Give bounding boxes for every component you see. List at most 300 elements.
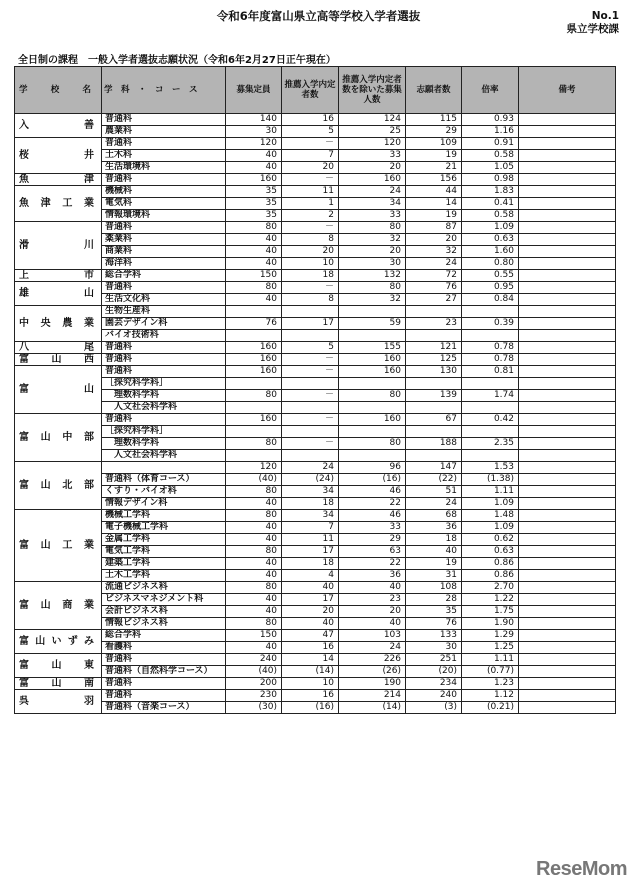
- ratio-cell: 1.29: [462, 630, 519, 642]
- table-row: [15, 522, 616, 534]
- school-name-cell: 富山東: [15, 654, 102, 678]
- notes-cell: [519, 174, 616, 186]
- course-cell: 情報環境科: [102, 210, 226, 222]
- remaining-cell: [339, 402, 406, 414]
- applicants-cell: 40: [406, 546, 462, 558]
- applicants-cell: 23: [406, 318, 462, 330]
- quota-cell: 120: [226, 138, 282, 150]
- applicants-cell: 28: [406, 594, 462, 606]
- table-row: [15, 150, 616, 162]
- table-row: [15, 198, 616, 210]
- recommended-cell: 10: [282, 258, 339, 270]
- course-cell: 情報ビジネス科: [102, 618, 226, 630]
- remaining-cell: 214: [339, 690, 406, 702]
- recommended-cell: 24: [282, 462, 339, 474]
- quota-cell: 120: [226, 462, 282, 474]
- remaining-cell: 160: [339, 354, 406, 366]
- quota-cell: [226, 306, 282, 318]
- notes-cell: [519, 390, 616, 402]
- col-header-quota: 募集定員: [226, 67, 282, 114]
- remaining-cell: 23: [339, 594, 406, 606]
- table-row: [15, 354, 616, 366]
- applicants-cell: 240: [406, 690, 462, 702]
- ratio-cell: 1.16: [462, 126, 519, 138]
- quota-cell: 140: [226, 114, 282, 126]
- ratio-cell: 1.60: [462, 246, 519, 258]
- quota-cell: 40: [226, 234, 282, 246]
- recommended-cell: －: [282, 390, 339, 402]
- notes-cell: [519, 150, 616, 162]
- remaining-cell: 34: [339, 198, 406, 210]
- col-header-applicants: 志願者数: [406, 67, 462, 114]
- notes-cell: [519, 378, 616, 390]
- table-row: [15, 306, 616, 318]
- course-cell: ［探究科学科］: [102, 378, 226, 390]
- course-cell: 総合学科: [102, 630, 226, 642]
- notes-cell: [519, 462, 616, 474]
- ratio-cell: 0.62: [462, 534, 519, 546]
- course-cell: 理数科学科: [102, 390, 226, 402]
- recommended-cell: －: [282, 366, 339, 378]
- notes-cell: [519, 126, 616, 138]
- remaining-cell: 155: [339, 342, 406, 354]
- ratio-cell: 1.75: [462, 606, 519, 618]
- quota-cell: (30): [226, 702, 282, 714]
- quota-cell: (40): [226, 474, 282, 486]
- remaining-cell: 160: [339, 174, 406, 186]
- applicants-cell: 20: [406, 234, 462, 246]
- table-row: [15, 606, 616, 618]
- quota-cell: 160: [226, 414, 282, 426]
- applicants-cell: 21: [406, 162, 462, 174]
- table-row: [15, 318, 616, 330]
- ratio-cell: 1.90: [462, 618, 519, 630]
- course-cell: 普通科: [102, 366, 226, 378]
- table-subtitle: 全日制の課程 一般入学者選抜志願状況（令和6年2月27日正午現在）: [18, 55, 336, 66]
- ratio-cell: 0.63: [462, 234, 519, 246]
- course-cell: 普通科: [102, 678, 226, 690]
- course-cell: 建築工学科: [102, 558, 226, 570]
- remaining-cell: (16): [339, 474, 406, 486]
- table-row: [15, 642, 616, 654]
- remaining-cell: 46: [339, 486, 406, 498]
- remaining-cell: 20: [339, 606, 406, 618]
- ratio-cell: (0.21): [462, 702, 519, 714]
- applicants-cell: 19: [406, 150, 462, 162]
- quota-cell: 40: [226, 570, 282, 582]
- department-name: 県立学校課: [566, 23, 619, 35]
- course-cell: 商業科: [102, 246, 226, 258]
- notes-cell: [519, 486, 616, 498]
- recommended-cell: －: [282, 222, 339, 234]
- course-cell: 普通科: [102, 654, 226, 666]
- applicants-cell: 87: [406, 222, 462, 234]
- course-cell: 機械科: [102, 186, 226, 198]
- remaining-cell: (26): [339, 666, 406, 678]
- ratio-cell: 0.41: [462, 198, 519, 210]
- ratio-cell: 1.11: [462, 654, 519, 666]
- ratio-cell: 1.11: [462, 486, 519, 498]
- remaining-cell: 226: [339, 654, 406, 666]
- remaining-cell: 32: [339, 234, 406, 246]
- applicants-cell: 109: [406, 138, 462, 150]
- recommended-cell: 11: [282, 186, 339, 198]
- recommended-cell: 1: [282, 198, 339, 210]
- col-header-course: 学 科 ・ コ ー ス: [102, 67, 226, 114]
- recommended-cell: 47: [282, 630, 339, 642]
- ratio-cell: 0.81: [462, 366, 519, 378]
- recommended-cell: 11: [282, 534, 339, 546]
- applicants-cell: 130: [406, 366, 462, 378]
- table-row: [15, 234, 616, 246]
- ratio-cell: 1.09: [462, 522, 519, 534]
- recommended-cell: 5: [282, 126, 339, 138]
- quota-cell: [226, 378, 282, 390]
- course-cell: ［探究科学科］: [102, 426, 226, 438]
- notes-cell: [519, 582, 616, 594]
- remaining-cell: 24: [339, 186, 406, 198]
- table-row: [15, 342, 616, 354]
- school-name-cell: 桜井: [15, 138, 102, 174]
- table-row: [15, 474, 616, 486]
- course-cell: 土木科: [102, 150, 226, 162]
- recommended-cell: 20: [282, 162, 339, 174]
- course-cell: 総合学科: [102, 270, 226, 282]
- applicants-cell: 18: [406, 534, 462, 546]
- school-name-cell: 魚津: [15, 174, 102, 186]
- quota-cell: [226, 330, 282, 342]
- ratio-cell: [462, 306, 519, 318]
- table-row: [15, 378, 616, 390]
- ratio-cell: [462, 378, 519, 390]
- course-cell: くすり・バイオ科: [102, 486, 226, 498]
- quota-cell: 40: [226, 522, 282, 534]
- applicants-cell: 72: [406, 270, 462, 282]
- notes-cell: [519, 510, 616, 522]
- remaining-cell: 120: [339, 138, 406, 150]
- table-row: [15, 126, 616, 138]
- remaining-cell: (14): [339, 702, 406, 714]
- notes-cell: [519, 594, 616, 606]
- recommended-cell: 34: [282, 486, 339, 498]
- ratio-cell: 0.58: [462, 210, 519, 222]
- quota-cell: 80: [226, 222, 282, 234]
- ratio-cell: 0.98: [462, 174, 519, 186]
- applicants-cell: 32: [406, 246, 462, 258]
- quota-cell: 160: [226, 354, 282, 366]
- applicants-cell: 27: [406, 294, 462, 306]
- notes-cell: [519, 354, 616, 366]
- remaining-cell: 20: [339, 246, 406, 258]
- quota-cell: 76: [226, 318, 282, 330]
- course-cell: 人文社会科学科: [102, 402, 226, 414]
- applicants-cell: (22): [406, 474, 462, 486]
- course-cell: 薬業科: [102, 234, 226, 246]
- notes-cell: [519, 330, 616, 342]
- ratio-cell: [462, 450, 519, 462]
- notes-cell: [519, 114, 616, 126]
- applicants-cell: 76: [406, 282, 462, 294]
- remaining-cell: 20: [339, 162, 406, 174]
- applicants-cell: [406, 426, 462, 438]
- school-name-cell: 富山西: [15, 354, 102, 366]
- quota-cell: 35: [226, 198, 282, 210]
- table-row: [15, 558, 616, 570]
- recommended-cell: 8: [282, 294, 339, 306]
- ratio-cell: 1.48: [462, 510, 519, 522]
- applicants-cell: [406, 330, 462, 342]
- course-cell: 土木工学科: [102, 570, 226, 582]
- recommended-cell: 20: [282, 246, 339, 258]
- quota-cell: 80: [226, 282, 282, 294]
- remaining-cell: [339, 378, 406, 390]
- ratio-cell: 1.09: [462, 222, 519, 234]
- recommended-cell: 18: [282, 270, 339, 282]
- notes-cell: [519, 426, 616, 438]
- quota-cell: 30: [226, 126, 282, 138]
- quota-cell: 40: [226, 642, 282, 654]
- quota-cell: [226, 402, 282, 414]
- notes-cell: [519, 450, 616, 462]
- notes-cell: [519, 438, 616, 450]
- recommended-cell: 4: [282, 570, 339, 582]
- notes-cell: [519, 258, 616, 270]
- recommended-cell: 5: [282, 342, 339, 354]
- applicants-cell: 108: [406, 582, 462, 594]
- notes-cell: [519, 246, 616, 258]
- course-cell: 機械工学科: [102, 510, 226, 522]
- applicants-cell: 44: [406, 186, 462, 198]
- applicants-cell: 31: [406, 570, 462, 582]
- remaining-cell: 124: [339, 114, 406, 126]
- course-cell: 普通科: [102, 414, 226, 426]
- remaining-cell: [339, 450, 406, 462]
- notes-cell: [519, 318, 616, 330]
- col-header-remaining: 推薦入学内定者数を除いた募集人数: [339, 67, 406, 114]
- document-title: 令和6年度富山県立高等学校入学者選抜: [216, 9, 421, 23]
- school-name-cell: 富山工業: [15, 510, 102, 582]
- quota-cell: 160: [226, 366, 282, 378]
- remaining-cell: 160: [339, 414, 406, 426]
- table-row: [15, 486, 616, 498]
- table-row: [15, 138, 616, 150]
- recommended-cell: 34: [282, 510, 339, 522]
- ratio-cell: 0.63: [462, 546, 519, 558]
- quota-cell: 35: [226, 186, 282, 198]
- applicants-cell: 156: [406, 174, 462, 186]
- recommended-cell: －: [282, 138, 339, 150]
- notes-cell: [519, 162, 616, 174]
- course-cell: 普通科: [102, 174, 226, 186]
- notes-cell: [519, 270, 616, 282]
- recommended-cell: [282, 402, 339, 414]
- recommended-cell: 18: [282, 498, 339, 510]
- ratio-cell: 1.05: [462, 162, 519, 174]
- table-row: [15, 582, 616, 594]
- table-row: [15, 366, 616, 378]
- table-row: [15, 258, 616, 270]
- ratio-cell: 2.35: [462, 438, 519, 450]
- resemom-logo: ReseMom: [536, 858, 627, 880]
- remaining-cell: 33: [339, 210, 406, 222]
- quota-cell: 40: [226, 246, 282, 258]
- course-cell: 情報デザイン科: [102, 498, 226, 510]
- applicants-cell: 24: [406, 258, 462, 270]
- quota-cell: 200: [226, 678, 282, 690]
- recommended-cell: －: [282, 282, 339, 294]
- table-row: [15, 534, 616, 546]
- quota-cell: 230: [226, 690, 282, 702]
- quota-cell: 160: [226, 342, 282, 354]
- recommended-cell: 17: [282, 546, 339, 558]
- quota-cell: 80: [226, 486, 282, 498]
- recommended-cell: －: [282, 354, 339, 366]
- course-cell: 看護科: [102, 642, 226, 654]
- remaining-cell: [339, 330, 406, 342]
- table-row: [15, 462, 616, 474]
- quota-cell: 40: [226, 150, 282, 162]
- remaining-cell: 103: [339, 630, 406, 642]
- ratio-cell: [462, 402, 519, 414]
- table-header-row: [15, 67, 616, 114]
- table-row: [15, 222, 616, 234]
- applicants-cell: 133: [406, 630, 462, 642]
- notes-cell: [519, 294, 616, 306]
- course-cell: 普通科: [102, 354, 226, 366]
- table-row: [15, 546, 616, 558]
- course-cell: 電気工学科: [102, 546, 226, 558]
- applicants-cell: 51: [406, 486, 462, 498]
- school-name-cell: 八尾: [15, 342, 102, 354]
- remaining-cell: [339, 426, 406, 438]
- table-row: [15, 270, 616, 282]
- applicants-cell: 67: [406, 414, 462, 426]
- notes-cell: [519, 546, 616, 558]
- course-cell: 普通科（体育コース）: [102, 474, 226, 486]
- remaining-cell: 96: [339, 462, 406, 474]
- notes-cell: [519, 666, 616, 678]
- remaining-cell: 33: [339, 150, 406, 162]
- applicants-cell: 35: [406, 606, 462, 618]
- notes-cell: [519, 222, 616, 234]
- school-name-cell: 富山南: [15, 678, 102, 690]
- applicants-cell: (20): [406, 666, 462, 678]
- table-row: [15, 498, 616, 510]
- notes-cell: [519, 642, 616, 654]
- remaining-cell: 40: [339, 582, 406, 594]
- recommended-cell: 17: [282, 594, 339, 606]
- quota-cell: 80: [226, 618, 282, 630]
- recommended-cell: 7: [282, 150, 339, 162]
- recommended-cell: (14): [282, 666, 339, 678]
- remaining-cell: [339, 306, 406, 318]
- recommended-cell: [282, 450, 339, 462]
- school-name-cell: 中央農業: [15, 306, 102, 342]
- table-row: [15, 570, 616, 582]
- course-cell: バイオ技術科: [102, 330, 226, 342]
- course-cell: 人文社会科学科: [102, 450, 226, 462]
- course-cell: 普通科: [102, 690, 226, 702]
- notes-cell: [519, 414, 616, 426]
- recommended-cell: －: [282, 174, 339, 186]
- ratio-cell: 1.12: [462, 690, 519, 702]
- applicants-cell: [406, 378, 462, 390]
- applicants-cell: [406, 450, 462, 462]
- table-row: [15, 114, 616, 126]
- applicants-cell: 30: [406, 642, 462, 654]
- notes-cell: [519, 498, 616, 510]
- notes-cell: [519, 234, 616, 246]
- ratio-cell: [462, 426, 519, 438]
- table-row: [15, 390, 616, 402]
- applicants-cell: 68: [406, 510, 462, 522]
- table-row: [15, 618, 616, 630]
- applicants-cell: 121: [406, 342, 462, 354]
- remaining-cell: 80: [339, 282, 406, 294]
- quota-cell: 150: [226, 270, 282, 282]
- table-row: [15, 186, 616, 198]
- remaining-cell: 36: [339, 570, 406, 582]
- course-cell: 普通科: [102, 222, 226, 234]
- school-name-cell: 富山商業: [15, 582, 102, 630]
- course-cell: [102, 462, 226, 474]
- quota-cell: 40: [226, 162, 282, 174]
- school-name-cell: 入善: [15, 114, 102, 138]
- quota-cell: 80: [226, 510, 282, 522]
- course-cell: 生活文化科: [102, 294, 226, 306]
- quota-cell: 160: [226, 174, 282, 186]
- notes-cell: [519, 678, 616, 690]
- course-cell: 電気科: [102, 198, 226, 210]
- table-row: [15, 654, 616, 666]
- ratio-cell: 2.70: [462, 582, 519, 594]
- applicants-cell: 147: [406, 462, 462, 474]
- table-row: [15, 594, 616, 606]
- quota-cell: 40: [226, 606, 282, 618]
- school-name-cell: 富山北部: [15, 462, 102, 510]
- table-row: [15, 666, 616, 678]
- quota-cell: 240: [226, 654, 282, 666]
- ratio-cell: 1.53: [462, 462, 519, 474]
- table-row: [15, 210, 616, 222]
- course-cell: 普通科: [102, 138, 226, 150]
- remaining-cell: 63: [339, 546, 406, 558]
- applicants-cell: 125: [406, 354, 462, 366]
- course-cell: 普通科（音楽コース）: [102, 702, 226, 714]
- recommended-cell: 40: [282, 618, 339, 630]
- applicants-cell: 19: [406, 558, 462, 570]
- table-row: [15, 690, 616, 702]
- table-row: [15, 510, 616, 522]
- applicants-cell: 115: [406, 114, 462, 126]
- course-cell: 海洋科: [102, 258, 226, 270]
- course-cell: 生物生産科: [102, 306, 226, 318]
- remaining-cell: 59: [339, 318, 406, 330]
- quota-cell: 150: [226, 630, 282, 642]
- ratio-cell: 0.91: [462, 138, 519, 150]
- notes-cell: [519, 306, 616, 318]
- table-row: [15, 330, 616, 342]
- quota-cell: 40: [226, 498, 282, 510]
- recommended-cell: 10: [282, 678, 339, 690]
- recommended-cell: 17: [282, 318, 339, 330]
- notes-cell: [519, 198, 616, 210]
- applicants-cell: 234: [406, 678, 462, 690]
- ratio-cell: (0.77): [462, 666, 519, 678]
- recommended-cell: 16: [282, 690, 339, 702]
- notes-cell: [519, 186, 616, 198]
- ratio-cell: 1.74: [462, 390, 519, 402]
